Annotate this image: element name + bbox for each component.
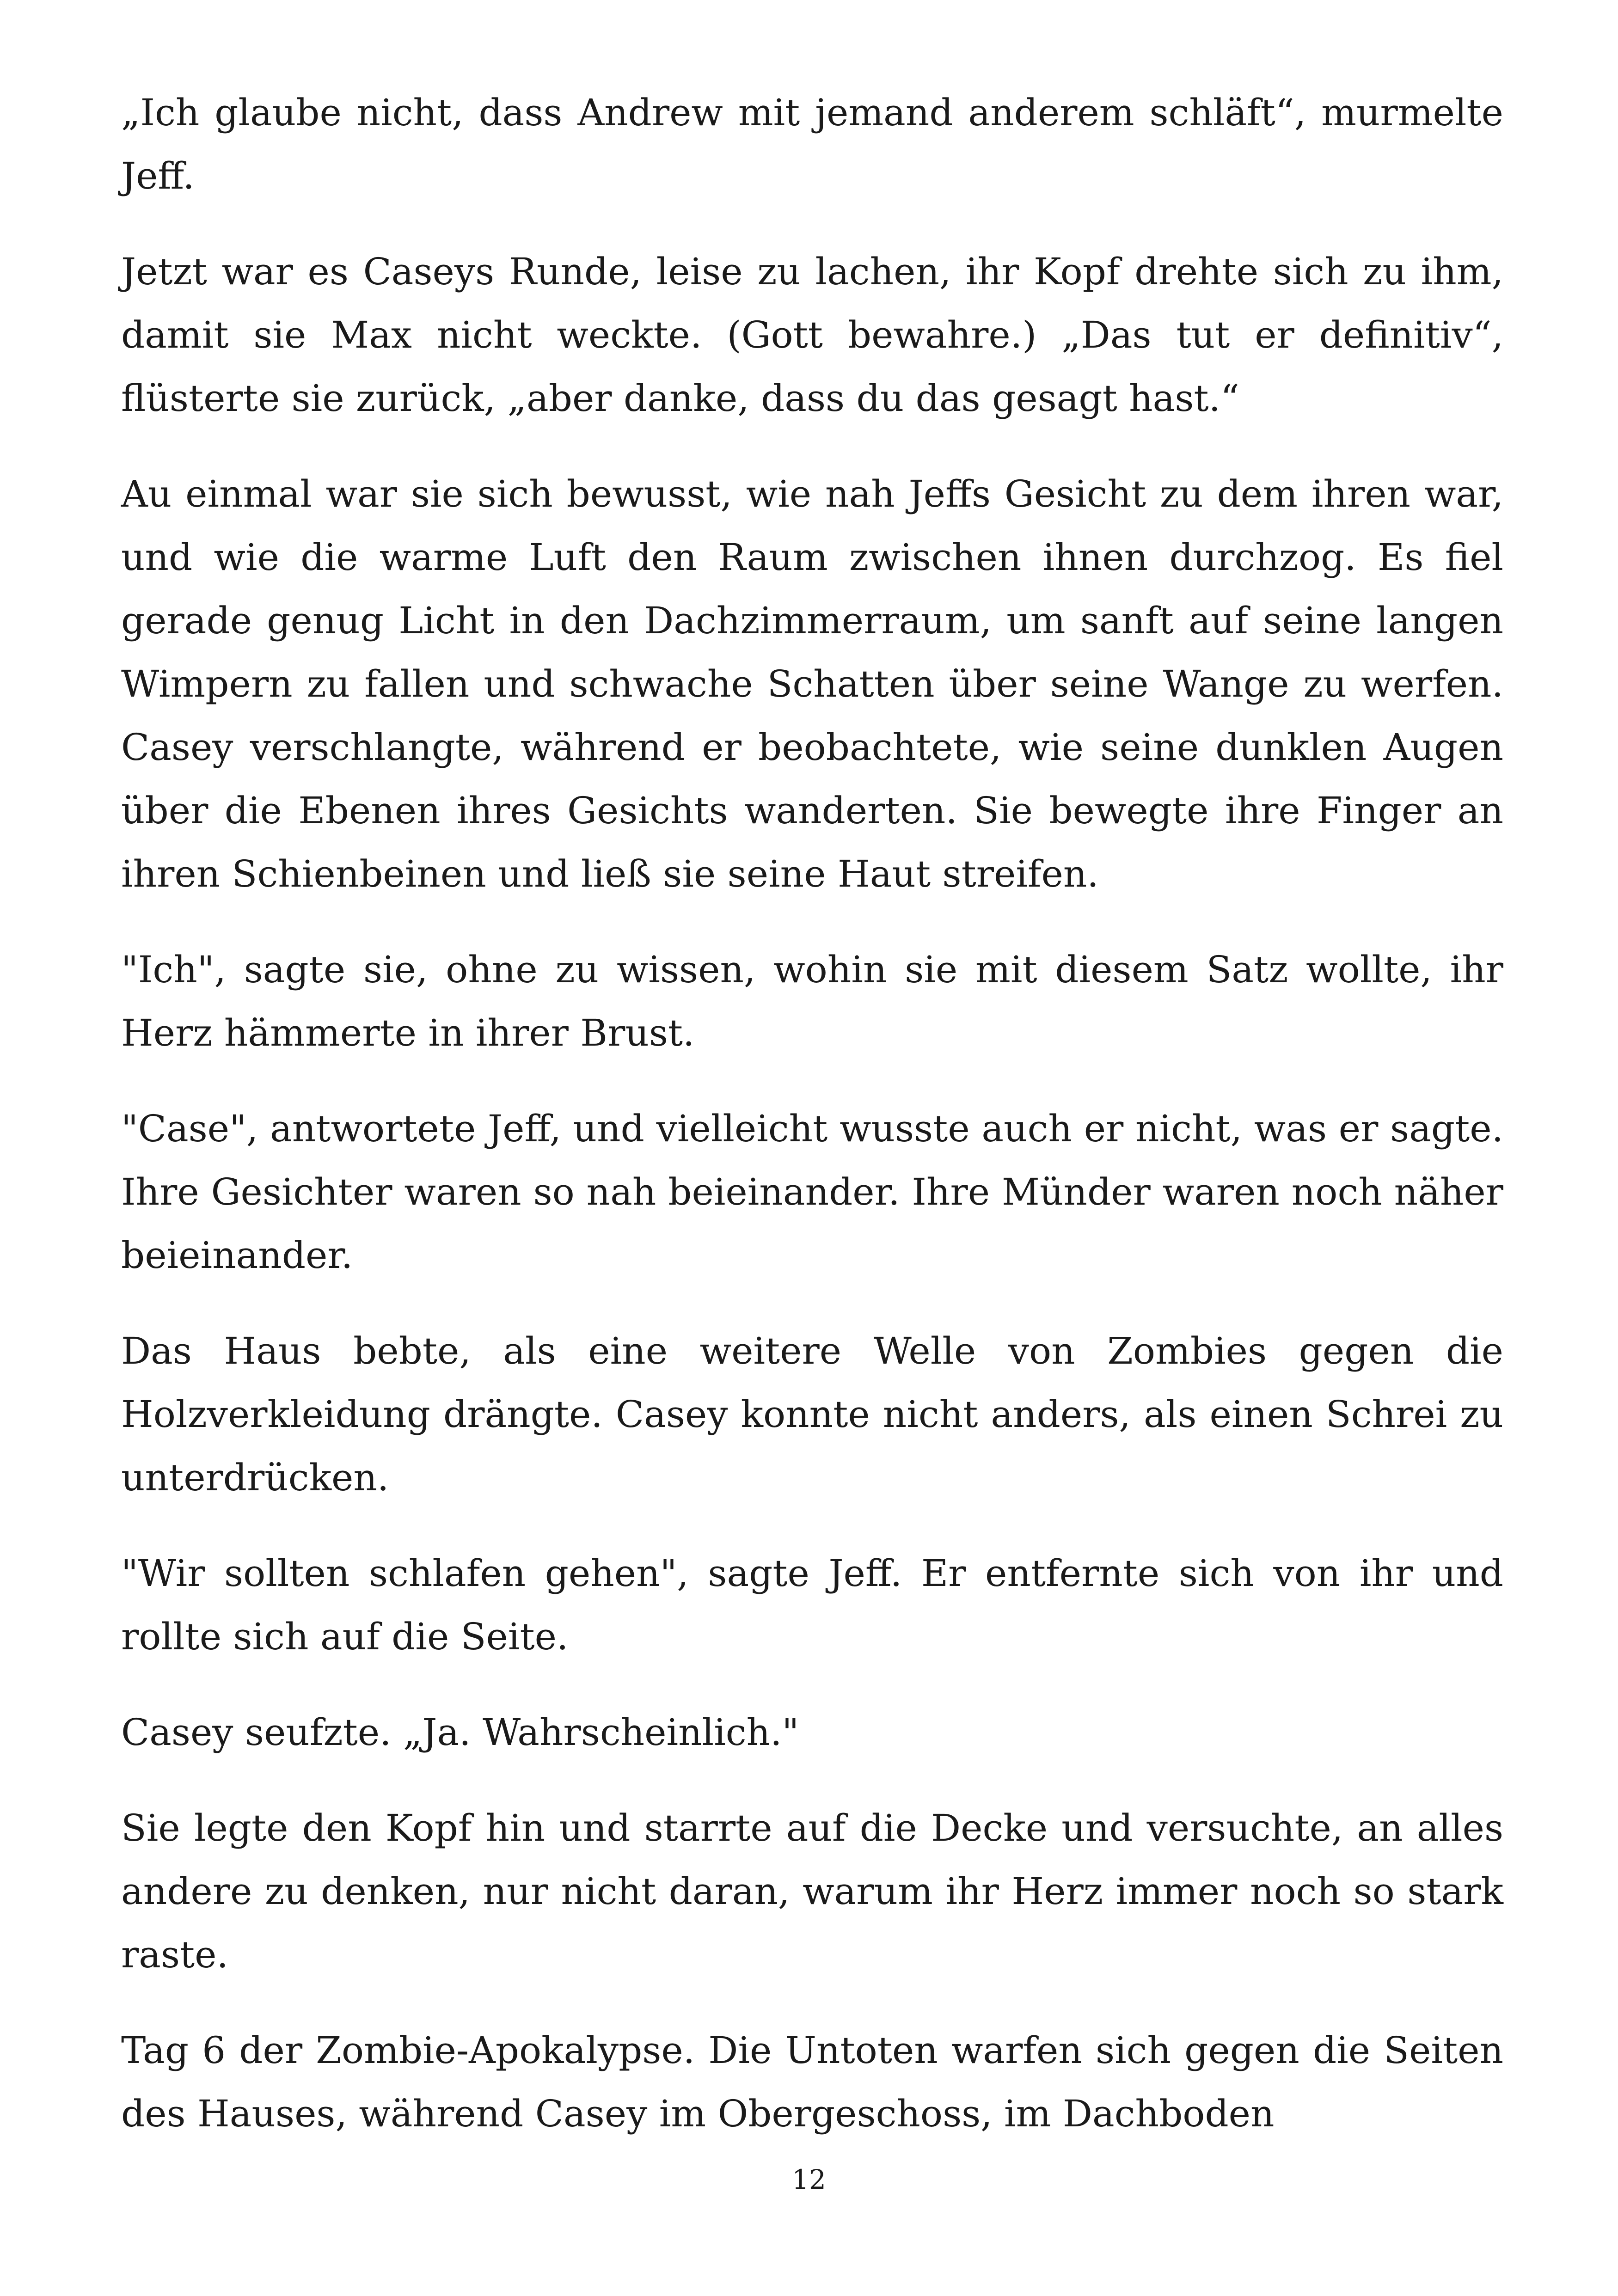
paragraph: "Ich", sagte sie, ohne zu wissen, wohin sie mit diesem Satz wollte, ihr Herz hämmerte in ihrer Brust. bbox=[121, 948, 1503, 1054]
paragraph: Sie legte den Kopf hin und starrte auf die Decke und versuchte, an alles andere zu denken, nur nicht daran, warum ihr Herz immer noch so stark raste. bbox=[121, 1806, 1503, 1976]
paragraph: Casey seufzte. „Ja. Wahrscheinlich." bbox=[121, 1711, 799, 1754]
paragraph: Jetzt war es Caseys Runde, leise zu lachen, ihr Kopf drehte sich zu ihm, damit sie Max nicht weckte. (Gott bewahre.) „Das tut er definitiv“, flüsterte sie zurück, „aber danke, dass du das gesagt hast.“ bbox=[121, 250, 1503, 420]
paragraph: Das Haus bebte, als eine weitere Welle von Zombies gegen die Holzverkleidung drängte. Casey konnte nicht anders, als einen Schrei zu unterdrücken. bbox=[121, 1329, 1503, 1499]
paragraph: „Ich glaube nicht, dass Andrew mit jemand anderem schläft“, murmelte Jeff. bbox=[121, 91, 1503, 197]
paragraph: Au einmal war sie sich bewusst, wie nah Jeffs Gesicht zu dem ihren war, und wie die warme Luft den Raum zwischen ihnen durchzog. Es fiel gerade genug Licht in den Dachzimmerraum, um sanft auf seine langen Wimpern zu fallen und schwache Schatten über seine Wange zu werfen. Casey verschlangte, während er beobachtete, wie seine dunklen Augen über die Ebenen ihres Gesichts wanderten. Sie bewegte ihre Finger an ihren Schienbeinen und ließ sie seine Haut streifen. bbox=[121, 472, 1503, 895]
body-text bbox=[121, 81, 1503, 2145]
page-number: 12 bbox=[792, 2164, 826, 2195]
paragraph: "Wir sollten schlafen gehen", sagte Jeff. Er entfernte sich von ihr und rollte sich auf die Seite. bbox=[121, 1552, 1503, 1658]
paragraph: Tag 6 der Zombie-Apokalypse. Die Untoten warfen sich gegen die Seiten des Hauses, während Casey im Obergeschoss, im Dachboden bbox=[121, 2029, 1503, 2135]
paragraph: "Case", antwortete Jeff, und vielleicht wusste auch er nicht, was er sagte. Ihre Gesichter waren so nah beieinander. Ihre Münder waren noch näher beieinander. bbox=[121, 1107, 1503, 1277]
